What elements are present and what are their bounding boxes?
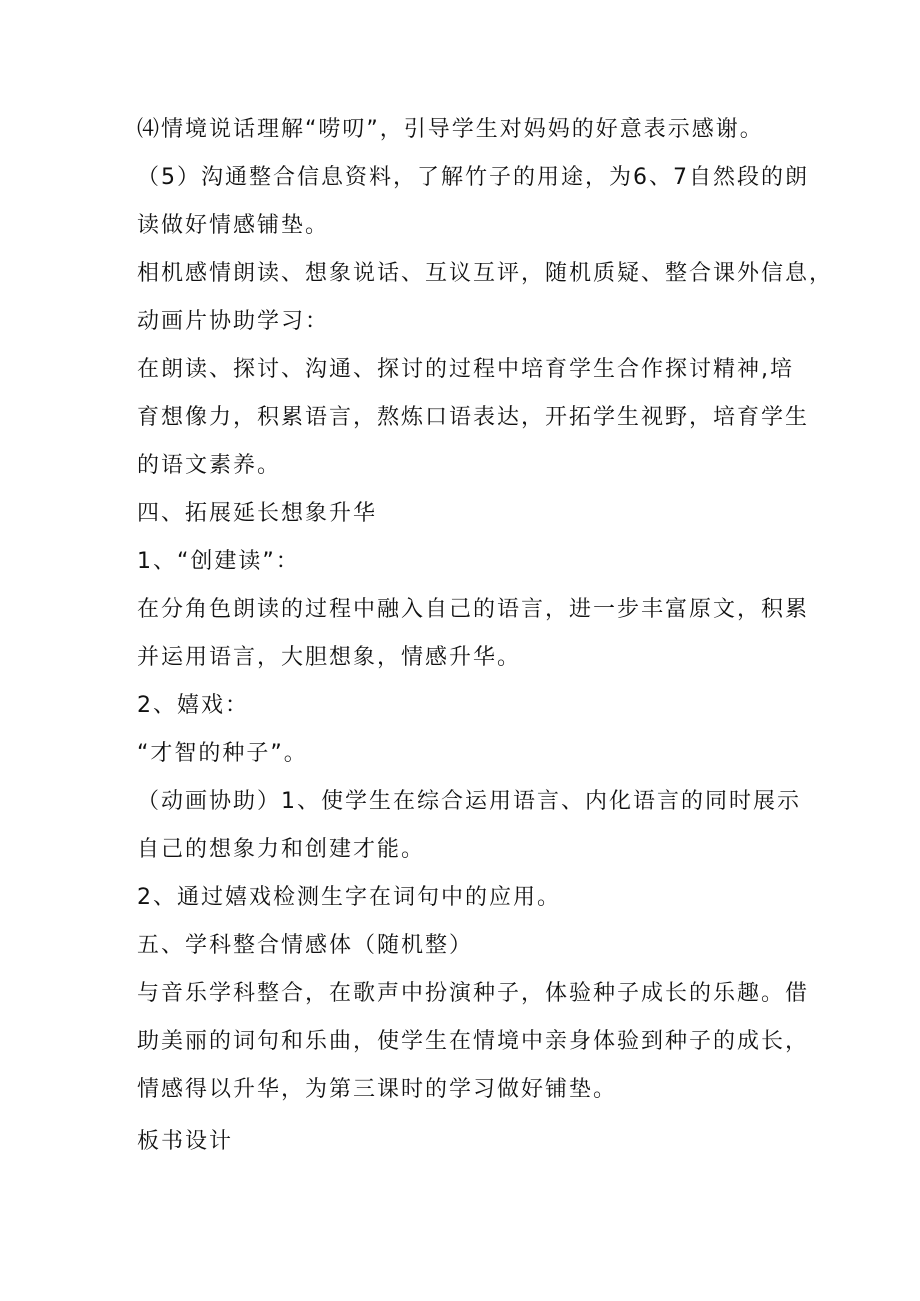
- section-heading: 板书设计: [137, 1129, 234, 1154]
- text-line: 育想像力，积累语言，熬炼口语表达，开拓学生视野，培育学生: [137, 405, 810, 430]
- text-line: 并运用语言，大胆想象，情感升华。: [137, 645, 522, 670]
- subsection-heading: 2、嬉戏：: [137, 693, 249, 718]
- text-line: 在分角色朗读的过程中融入自己的语言，进一步丰富原文，积累: [137, 597, 810, 622]
- text-line: （5）沟通整合信息资料，了解竹子的用途，为6、7自然段的朗: [137, 165, 809, 190]
- text-line: “才智的种子”。: [137, 741, 308, 766]
- text-line: 相机感情朗读、想象说话、互议互评，随机质疑、整合课外信息，: [137, 261, 834, 286]
- text-line: 动画片协助学习：: [137, 309, 330, 334]
- text-line: ⑷情境说话理解“唠叨”，引导学生对妈妈的好意表示感谢。: [137, 117, 764, 142]
- subsection-heading: 1、“创建读”：: [137, 549, 300, 574]
- text-line: 自己的想象力和创建才能。: [137, 837, 426, 862]
- text-line: 助美丽的词句和乐曲，使学生在情境中亲身体验到种子的成长，: [137, 1029, 810, 1054]
- text-line: 情感得以升华，为第三课时的学习做好铺垫。: [137, 1077, 618, 1102]
- text-line: 在朗读、探讨、沟通、探讨的过程中培育学生合作探讨精神,培: [137, 357, 794, 382]
- text-line: （动画协助）1、使学生在综合运用语言、内化语言的同时展示: [137, 789, 801, 814]
- text-line: 的语文素养。: [137, 453, 282, 478]
- text-line: 与音乐学科整合，在歌声中扮演种子，体验种子成长的乐趣。借: [137, 981, 810, 1006]
- section-heading: 五、学科整合情感体（随机整）: [137, 933, 474, 958]
- text-line: 2、通过嬉戏检测生字在词句中的应用。: [137, 885, 561, 910]
- section-heading: 四、拓展延长想象升华: [137, 501, 378, 526]
- text-line: 读做好情感铺垫。: [137, 213, 330, 238]
